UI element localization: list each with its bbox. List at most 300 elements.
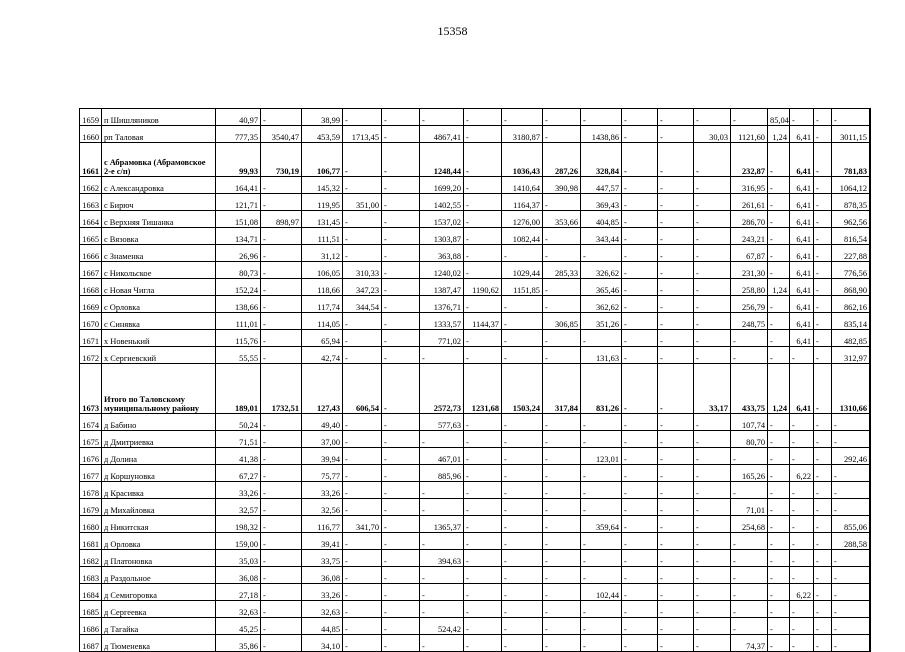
value-cell: [870, 194, 871, 211]
settlement-name-cell: д Тагайка: [102, 618, 216, 635]
value-cell: -: [502, 330, 543, 347]
value-cell: -: [502, 584, 543, 601]
value-cell: -: [543, 584, 581, 601]
value-cell: -: [543, 482, 581, 499]
value-cell: -: [464, 245, 502, 262]
value-cell: -: [343, 245, 382, 262]
value-cell: -: [502, 465, 543, 482]
settlement-name-cell: д Михайловка: [102, 499, 216, 516]
value-cell: -: [622, 245, 658, 262]
value-cell: 1376,71: [420, 296, 464, 313]
value-cell: 6,41: [790, 313, 814, 330]
value-cell: -: [814, 347, 832, 364]
value-cell: -: [814, 584, 832, 601]
value-cell: -: [768, 313, 790, 330]
value-cell: 85,04: [768, 109, 790, 126]
value-cell: -: [261, 431, 302, 448]
value-cell: -: [832, 618, 870, 635]
value-cell: -: [581, 567, 622, 584]
value-cell: 38,99: [302, 109, 343, 126]
value-cell: 6,41: [790, 279, 814, 296]
value-cell: -: [731, 448, 768, 465]
value-cell: -: [343, 550, 382, 567]
value-cell: -: [543, 194, 581, 211]
value-cell: -: [543, 296, 581, 313]
value-cell: -: [790, 109, 814, 126]
settlement-name-cell: д Платоновка: [102, 550, 216, 567]
value-cell: -: [694, 465, 731, 482]
settlement-name-cell: с Бирюч: [102, 194, 216, 211]
value-cell: 347,23: [343, 279, 382, 296]
settlement-name-cell: п Шишляников: [102, 109, 216, 126]
value-cell: -: [768, 584, 790, 601]
value-cell: -: [832, 414, 870, 431]
value-cell: 127,43: [302, 364, 343, 414]
value-cell: -: [464, 533, 502, 550]
table-row: [80, 414, 871, 431]
value-cell: -: [694, 601, 731, 618]
value-cell: 343,44: [581, 228, 622, 245]
value-cell: 117,74: [302, 296, 343, 313]
value-cell: -: [790, 516, 814, 533]
value-cell: -: [832, 601, 870, 618]
table-row: [80, 499, 871, 516]
value-cell: -: [581, 533, 622, 550]
settlement-name-cell: д Никитская: [102, 516, 216, 533]
value-cell: 1190,62: [464, 279, 502, 296]
value-cell: -: [261, 465, 302, 482]
value-cell: [870, 482, 871, 499]
value-cell: 1402,55: [420, 194, 464, 211]
value-cell: -: [622, 567, 658, 584]
value-cell: -: [832, 635, 870, 652]
settlement-name-cell: Итого по Таловскому муниципальному району: [102, 364, 216, 414]
value-cell: -: [382, 414, 420, 431]
row-number-cell: 1663: [80, 194, 102, 211]
value-cell: 45,25: [216, 618, 261, 635]
value-cell: 1240,02: [420, 262, 464, 279]
value-cell: 32,56: [302, 499, 343, 516]
value-cell: -: [343, 533, 382, 550]
value-cell: [870, 550, 871, 567]
value-cell: -: [694, 262, 731, 279]
settlement-name-cell: д Сергеевка: [102, 601, 216, 618]
value-cell: -: [790, 482, 814, 499]
value-cell: -: [814, 618, 832, 635]
value-cell: -: [658, 262, 694, 279]
value-cell: -: [622, 228, 658, 245]
value-cell: 363,88: [420, 245, 464, 262]
value-cell: -: [382, 262, 420, 279]
value-cell: -: [768, 465, 790, 482]
value-cell: -: [581, 245, 622, 262]
value-cell: -: [464, 618, 502, 635]
value-cell: -: [768, 177, 790, 194]
value-cell: 131,63: [581, 347, 622, 364]
table-row: [80, 618, 871, 635]
value-cell: -: [814, 533, 832, 550]
row-number-cell: 1667: [80, 262, 102, 279]
value-cell: -: [768, 516, 790, 533]
value-cell: -: [731, 567, 768, 584]
value-cell: -: [420, 584, 464, 601]
value-cell: -: [658, 465, 694, 482]
value-cell: -: [658, 482, 694, 499]
value-cell: 6,41: [790, 296, 814, 313]
value-cell: -: [790, 567, 814, 584]
value-cell: 606,54: [343, 364, 382, 414]
value-cell: 868,90: [832, 279, 870, 296]
value-cell: -: [543, 347, 581, 364]
value-cell: [870, 584, 871, 601]
value-cell: -: [502, 618, 543, 635]
value-cell: -: [464, 601, 502, 618]
settlement-name-cell: д Красивка: [102, 482, 216, 499]
value-cell: -: [464, 143, 502, 177]
value-cell: -: [731, 550, 768, 567]
value-cell: -: [622, 364, 658, 414]
value-cell: 394,63: [420, 550, 464, 567]
value-cell: -: [382, 228, 420, 245]
value-cell: -: [790, 635, 814, 652]
value-cell: -: [382, 211, 420, 228]
value-cell: 106,77: [302, 143, 343, 177]
value-cell: 362,62: [581, 296, 622, 313]
table-row: [80, 194, 871, 211]
table-row: [80, 431, 871, 448]
value-cell: 31,12: [302, 245, 343, 262]
value-cell: 1231,68: [464, 364, 502, 414]
value-cell: [870, 414, 871, 431]
value-cell: 151,08: [216, 211, 261, 228]
value-cell: -: [382, 296, 420, 313]
value-cell: -: [658, 533, 694, 550]
value-cell: 33,26: [216, 482, 261, 499]
value-cell: -: [543, 126, 581, 143]
value-cell: -: [343, 228, 382, 245]
value-cell: -: [343, 601, 382, 618]
value-cell: -: [343, 109, 382, 126]
value-cell: -: [694, 228, 731, 245]
value-cell: 326,62: [581, 262, 622, 279]
value-cell: 1036,43: [502, 143, 543, 177]
value-cell: 1151,85: [502, 279, 543, 296]
value-cell: -: [814, 245, 832, 262]
settlement-name-cell: д Тюменевка: [102, 635, 216, 652]
value-cell: 3180,87: [502, 126, 543, 143]
value-cell: -: [658, 601, 694, 618]
value-cell: -: [382, 618, 420, 635]
value-cell: -: [768, 262, 790, 279]
value-cell: -: [622, 448, 658, 465]
value-cell: -: [543, 465, 581, 482]
value-cell: 341,70: [343, 516, 382, 533]
value-cell: -: [658, 296, 694, 313]
settlement-name-cell: д Долина: [102, 448, 216, 465]
value-cell: 198,32: [216, 516, 261, 533]
value-cell: -: [694, 414, 731, 431]
value-cell: 80,70: [731, 431, 768, 448]
table-row: [80, 126, 871, 143]
value-cell: -: [382, 533, 420, 550]
value-cell: -: [790, 533, 814, 550]
value-cell: -: [814, 211, 832, 228]
value-cell: -: [622, 126, 658, 143]
value-cell: 254,68: [731, 516, 768, 533]
value-cell: -: [343, 347, 382, 364]
value-cell: -: [581, 482, 622, 499]
value-cell: -: [814, 499, 832, 516]
value-cell: 885,96: [420, 465, 464, 482]
value-cell: -: [502, 109, 543, 126]
value-cell: 1387,47: [420, 279, 464, 296]
row-number-cell: 1676: [80, 448, 102, 465]
value-cell: -: [382, 550, 420, 567]
value-cell: -: [694, 516, 731, 533]
value-cell: 482,85: [832, 330, 870, 347]
value-cell: 835,14: [832, 313, 870, 330]
value-cell: 33,75: [302, 550, 343, 567]
value-cell: 261,61: [731, 194, 768, 211]
value-cell: 232,87: [731, 143, 768, 177]
value-cell: -: [832, 431, 870, 448]
value-cell: -: [731, 533, 768, 550]
value-cell: -: [694, 279, 731, 296]
value-cell: 71,51: [216, 431, 261, 448]
value-cell: -: [814, 550, 832, 567]
value-cell: 1537,02: [420, 211, 464, 228]
value-cell: -: [261, 109, 302, 126]
settlement-name-cell: с Александровка: [102, 177, 216, 194]
value-cell: -: [543, 279, 581, 296]
value-cell: 404,85: [581, 211, 622, 228]
value-cell: -: [464, 347, 502, 364]
value-cell: -: [622, 414, 658, 431]
value-cell: -: [502, 414, 543, 431]
value-cell: -: [502, 601, 543, 618]
value-cell: -: [814, 194, 832, 211]
value-cell: 111,51: [302, 228, 343, 245]
value-cell: -: [382, 601, 420, 618]
value-cell: 71,01: [731, 499, 768, 516]
value-cell: -: [382, 364, 420, 414]
table-row: [80, 482, 871, 499]
value-cell: -: [502, 313, 543, 330]
value-cell: 134,71: [216, 228, 261, 245]
value-cell: -: [768, 245, 790, 262]
value-cell: 1333,57: [420, 313, 464, 330]
value-cell: -: [768, 347, 790, 364]
table-row: [80, 279, 871, 296]
value-cell: 65,94: [302, 330, 343, 347]
value-cell: -: [382, 143, 420, 177]
value-cell: -: [261, 533, 302, 550]
value-cell: -: [694, 347, 731, 364]
value-cell: 119,95: [302, 194, 343, 211]
value-cell: -: [382, 177, 420, 194]
value-cell: 67,87: [731, 245, 768, 262]
value-cell: 1248,44: [420, 143, 464, 177]
value-cell: -: [814, 431, 832, 448]
value-cell: -: [502, 296, 543, 313]
value-cell: 781,83: [832, 143, 870, 177]
value-cell: 189,01: [216, 364, 261, 414]
value-cell: 317,84: [543, 364, 581, 414]
value-cell: -: [622, 347, 658, 364]
value-cell: -: [694, 245, 731, 262]
value-cell: 159,00: [216, 533, 261, 550]
value-cell: 33,26: [302, 482, 343, 499]
value-cell: -: [622, 279, 658, 296]
value-cell: -: [581, 635, 622, 652]
value-cell: [870, 499, 871, 516]
value-cell: 26,96: [216, 245, 261, 262]
settlement-name-cell: с Вязовка: [102, 228, 216, 245]
value-cell: [870, 431, 871, 448]
value-cell: 6,41: [790, 364, 814, 414]
value-cell: -: [658, 330, 694, 347]
value-cell: -: [658, 109, 694, 126]
value-cell: [870, 567, 871, 584]
value-cell: [870, 465, 871, 482]
value-cell: -: [261, 482, 302, 499]
value-cell: 1503,24: [502, 364, 543, 414]
value-cell: -: [502, 635, 543, 652]
row-number-cell: 1668: [80, 279, 102, 296]
value-cell: 1732,51: [261, 364, 302, 414]
value-cell: -: [768, 618, 790, 635]
value-cell: -: [694, 143, 731, 177]
value-cell: [870, 109, 871, 126]
value-cell: -: [694, 584, 731, 601]
value-cell: -: [261, 414, 302, 431]
value-cell: 138,66: [216, 296, 261, 313]
value-cell: -: [694, 499, 731, 516]
table-row: [80, 567, 871, 584]
row-number-cell: 1680: [80, 516, 102, 533]
value-cell: -: [464, 177, 502, 194]
row-number-cell: 1673: [80, 364, 102, 414]
value-cell: [870, 330, 871, 347]
value-cell: -: [382, 245, 420, 262]
value-cell: -: [581, 465, 622, 482]
value-cell: 1,24: [768, 126, 790, 143]
value-cell: -: [343, 313, 382, 330]
value-cell: -: [658, 143, 694, 177]
value-cell: 816,54: [832, 228, 870, 245]
value-cell: 6,41: [790, 330, 814, 347]
value-cell: 962,56: [832, 211, 870, 228]
value-cell: 390,98: [543, 177, 581, 194]
value-cell: 41,38: [216, 448, 261, 465]
settlement-name-cell: рп Таловая: [102, 126, 216, 143]
settlement-name-cell: д Дмитриевка: [102, 431, 216, 448]
value-cell: -: [768, 567, 790, 584]
value-cell: -: [768, 296, 790, 313]
value-cell: -: [658, 618, 694, 635]
table-row: [80, 330, 871, 347]
value-cell: 447,57: [581, 177, 622, 194]
value-cell: 1064,12: [832, 177, 870, 194]
value-cell: -: [543, 516, 581, 533]
value-cell: 152,24: [216, 279, 261, 296]
value-cell: -: [464, 567, 502, 584]
settlement-name-cell: с Синявка: [102, 313, 216, 330]
value-cell: -: [464, 194, 502, 211]
value-cell: 855,06: [832, 516, 870, 533]
settlement-name-cell: с Верхняя Тишанка: [102, 211, 216, 228]
value-cell: -: [622, 584, 658, 601]
value-cell: -: [658, 567, 694, 584]
value-cell: 37,00: [302, 431, 343, 448]
value-cell: -: [832, 465, 870, 482]
value-cell: -: [343, 143, 382, 177]
value-cell: -: [814, 262, 832, 279]
value-cell: -: [261, 228, 302, 245]
value-cell: -: [694, 177, 731, 194]
value-cell: 33,26: [302, 584, 343, 601]
value-cell: 316,95: [731, 177, 768, 194]
value-cell: -: [790, 618, 814, 635]
table-row: [80, 143, 871, 177]
value-cell: -: [731, 618, 768, 635]
value-cell: -: [382, 584, 420, 601]
value-cell: -: [502, 550, 543, 567]
value-cell: [870, 296, 871, 313]
value-cell: 75,77: [302, 465, 343, 482]
value-cell: -: [622, 601, 658, 618]
value-cell: -: [343, 177, 382, 194]
value-cell: [870, 347, 871, 364]
value-cell: -: [543, 431, 581, 448]
value-cell: -: [343, 448, 382, 465]
value-cell: -: [832, 550, 870, 567]
value-cell: -: [768, 533, 790, 550]
value-cell: 453,59: [302, 126, 343, 143]
value-cell: -: [382, 516, 420, 533]
value-cell: 231,30: [731, 262, 768, 279]
value-cell: 99,93: [216, 143, 261, 177]
value-cell: -: [543, 499, 581, 516]
value-cell: 30,03: [694, 126, 731, 143]
value-cell: -: [658, 516, 694, 533]
value-cell: 312,97: [832, 347, 870, 364]
value-cell: -: [768, 330, 790, 347]
value-cell: -: [343, 414, 382, 431]
value-cell: 36,08: [302, 567, 343, 584]
value-cell: -: [502, 245, 543, 262]
value-cell: -: [464, 211, 502, 228]
page-number: 15358: [437, 24, 468, 38]
value-cell: -: [464, 126, 502, 143]
table-row: [80, 364, 871, 414]
value-cell: -: [261, 262, 302, 279]
value-cell: -: [382, 499, 420, 516]
value-cell: -: [464, 414, 502, 431]
row-number-cell: 1686: [80, 618, 102, 635]
row-number-cell: 1666: [80, 245, 102, 262]
value-cell: 116,77: [302, 516, 343, 533]
value-cell: 288,58: [832, 533, 870, 550]
value-cell: 107,74: [731, 414, 768, 431]
value-cell: 6,22: [790, 584, 814, 601]
value-cell: 32,63: [216, 601, 261, 618]
value-cell: -: [658, 414, 694, 431]
value-cell: 862,16: [832, 296, 870, 313]
value-cell: -: [658, 635, 694, 652]
value-cell: -: [502, 516, 543, 533]
row-number-cell: 1687: [80, 635, 102, 652]
